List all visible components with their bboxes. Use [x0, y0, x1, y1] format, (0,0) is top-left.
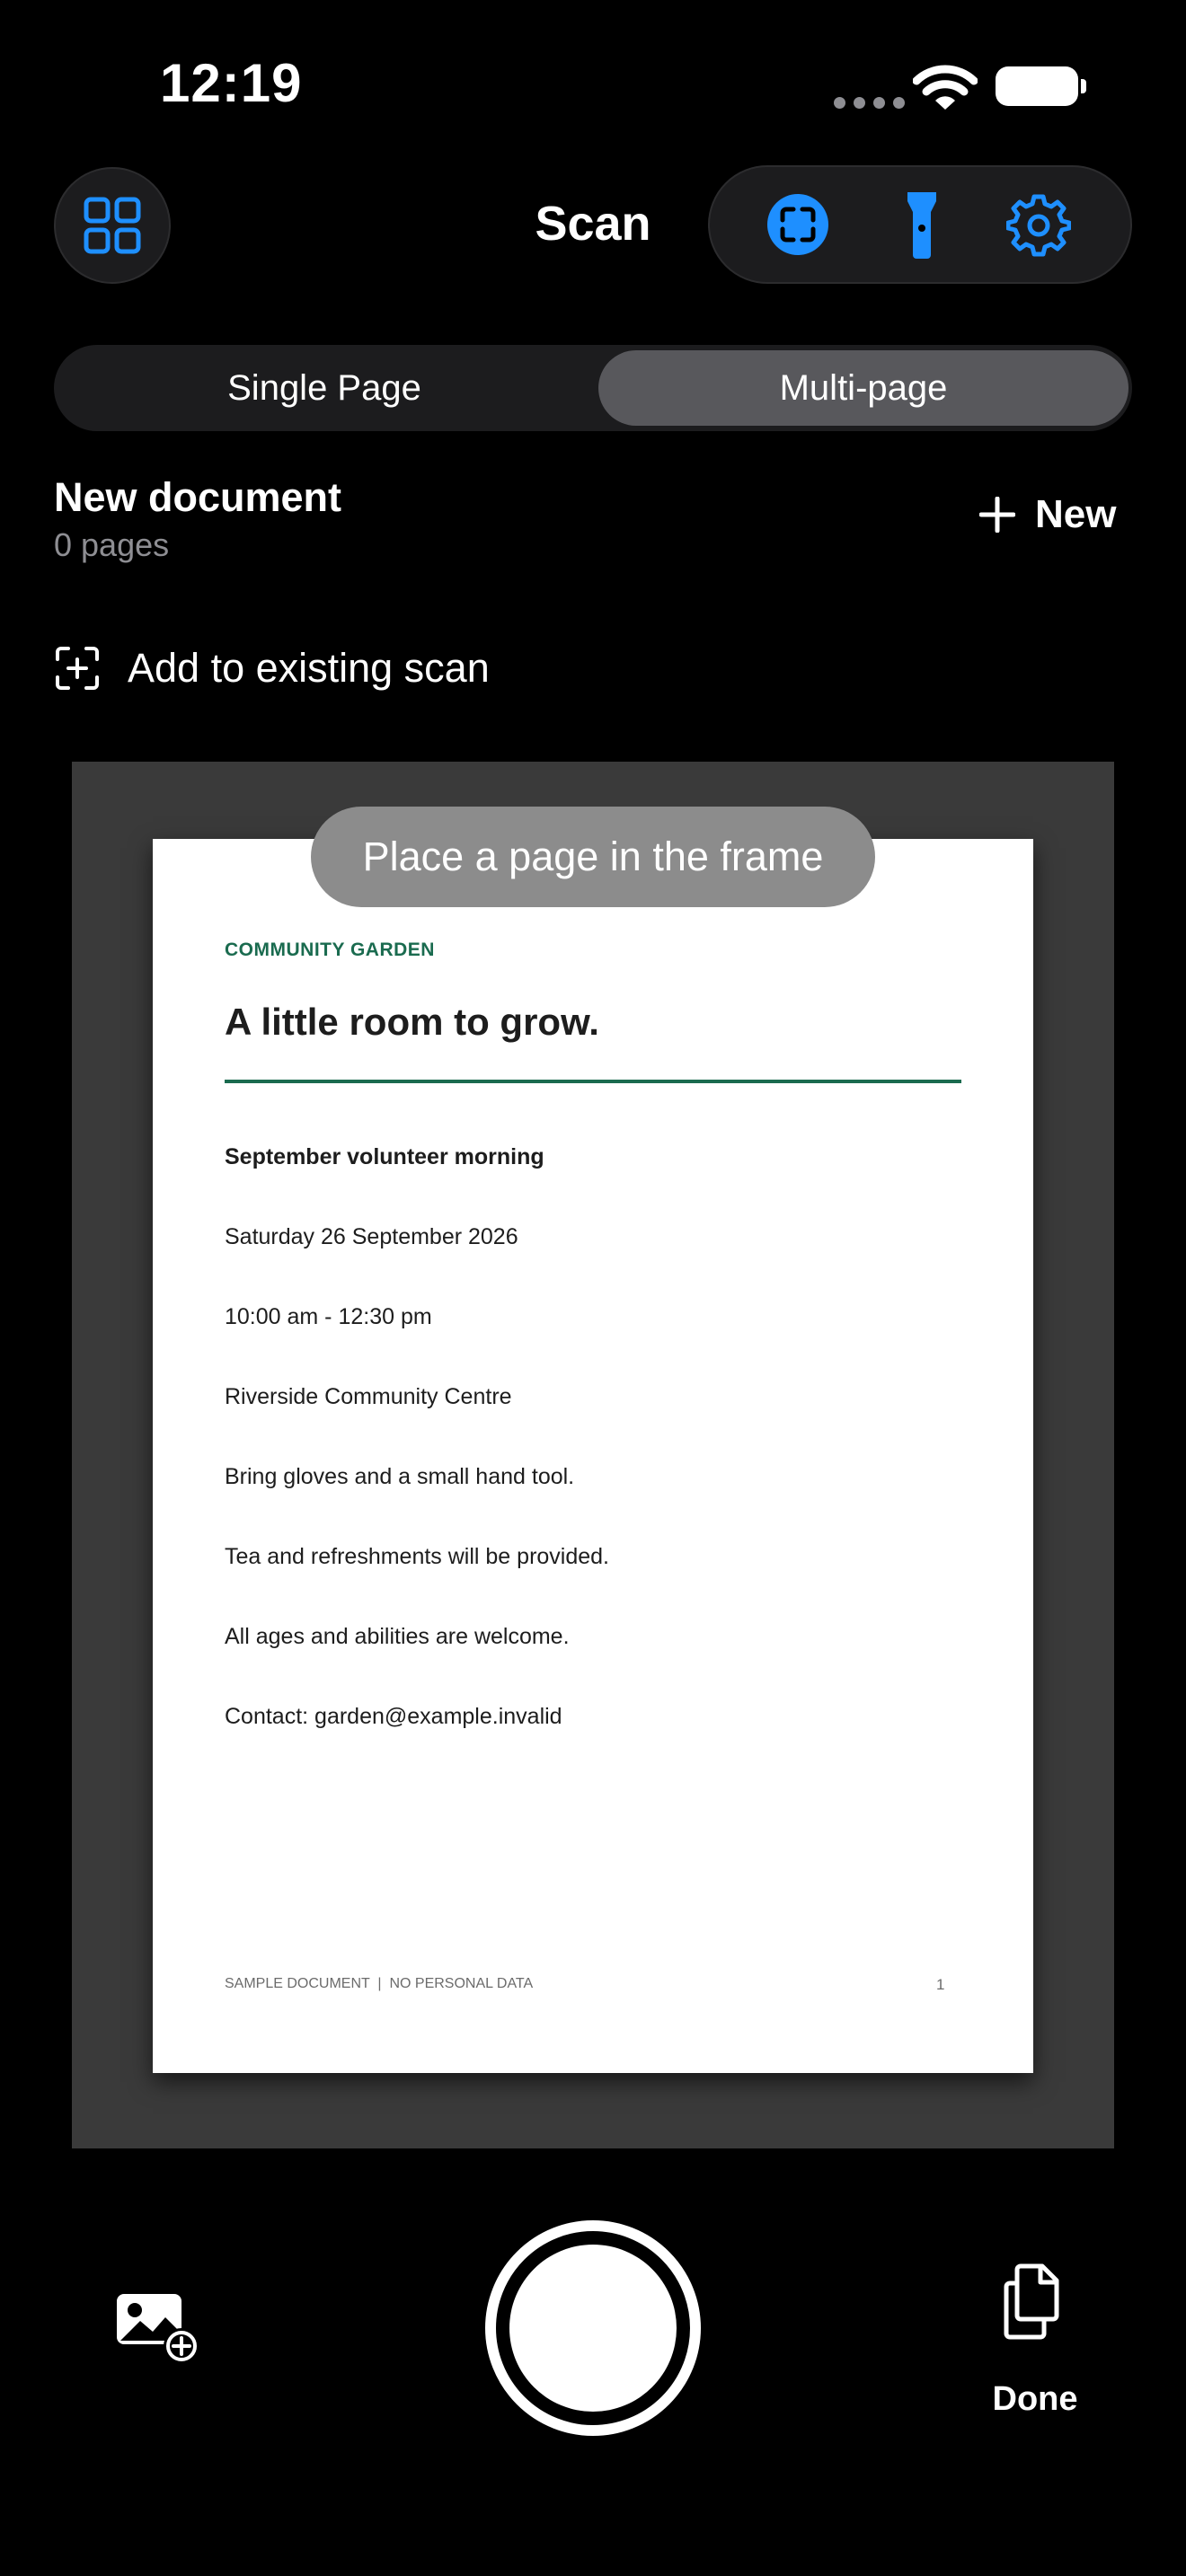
paper-line: Riverside Community Centre: [225, 1384, 512, 1409]
flashlight-button[interactable]: [868, 167, 976, 282]
paper-line: Contact: garden@example.invalid: [225, 1704, 562, 1729]
gear-icon: [1006, 192, 1071, 257]
photo-add-icon: [115, 2290, 201, 2364]
paper-line: Tea and refreshments will be provided.: [225, 1544, 610, 1569]
shutter-button[interactable]: [485, 2220, 701, 2436]
documents-icon[interactable]: [1001, 2263, 1069, 2341]
paper-line: 10:00 am - 12:30 pm: [225, 1304, 432, 1329]
battery-icon: [996, 66, 1078, 106]
scanned-page-preview: [153, 839, 1033, 2073]
flashlight-icon: [904, 189, 940, 260]
new-label: New: [1035, 492, 1117, 536]
tool-group: [708, 165, 1132, 284]
auto-capture-button[interactable]: [744, 167, 852, 282]
capture-hint: Place a page in the frame: [311, 807, 875, 907]
status-time: 12:19: [160, 53, 303, 113]
plus-icon: [979, 497, 1015, 533]
new-document-button[interactable]: [979, 492, 1116, 537]
single-page-option[interactable]: Single Page: [227, 367, 421, 408]
paper-line: Saturday 26 September 2026: [225, 1224, 518, 1249]
document-title: New document: [54, 474, 342, 520]
auto-capture-icon: [766, 193, 829, 256]
paper-headline: A little room to grow.: [225, 1001, 599, 1043]
add-to-scan-icon: [54, 645, 101, 692]
paper-line: Bring gloves and a small hand tool.: [225, 1464, 575, 1489]
paper-eyebrow: COMMUNITY GARDEN: [225, 940, 435, 960]
paper-footer-left: SAMPLE DOCUMENT | NO PERSONAL DATA: [225, 1976, 534, 1991]
settings-button[interactable]: [985, 167, 1093, 282]
mode-selector: [54, 345, 1132, 431]
grid-button[interactable]: [54, 167, 171, 284]
paper-line: September volunteer morning: [225, 1144, 544, 1169]
import-photo-button[interactable]: [115, 2290, 201, 2364]
add-to-existing-scan-button[interactable]: [54, 645, 490, 692]
multi-page-option[interactable]: Multi-page: [598, 350, 1128, 426]
shutter-inner: [509, 2245, 677, 2412]
page-title: Scan: [535, 197, 651, 251]
done-button[interactable]: Done: [992, 2380, 1078, 2418]
add-to-existing-scan-label: Add to existing scan: [128, 645, 490, 691]
paper-divider: [225, 1080, 961, 1083]
wifi-icon: [913, 65, 978, 111]
battery-cap: [1081, 79, 1086, 93]
paper-line: All ages and abilities are welcome.: [225, 1624, 570, 1649]
paper-page-number: 1: [936, 1976, 945, 1993]
document-page-count: 0 pages: [54, 526, 170, 563]
grid-icon: [84, 197, 141, 254]
cellular-signal-icon: [834, 97, 905, 109]
